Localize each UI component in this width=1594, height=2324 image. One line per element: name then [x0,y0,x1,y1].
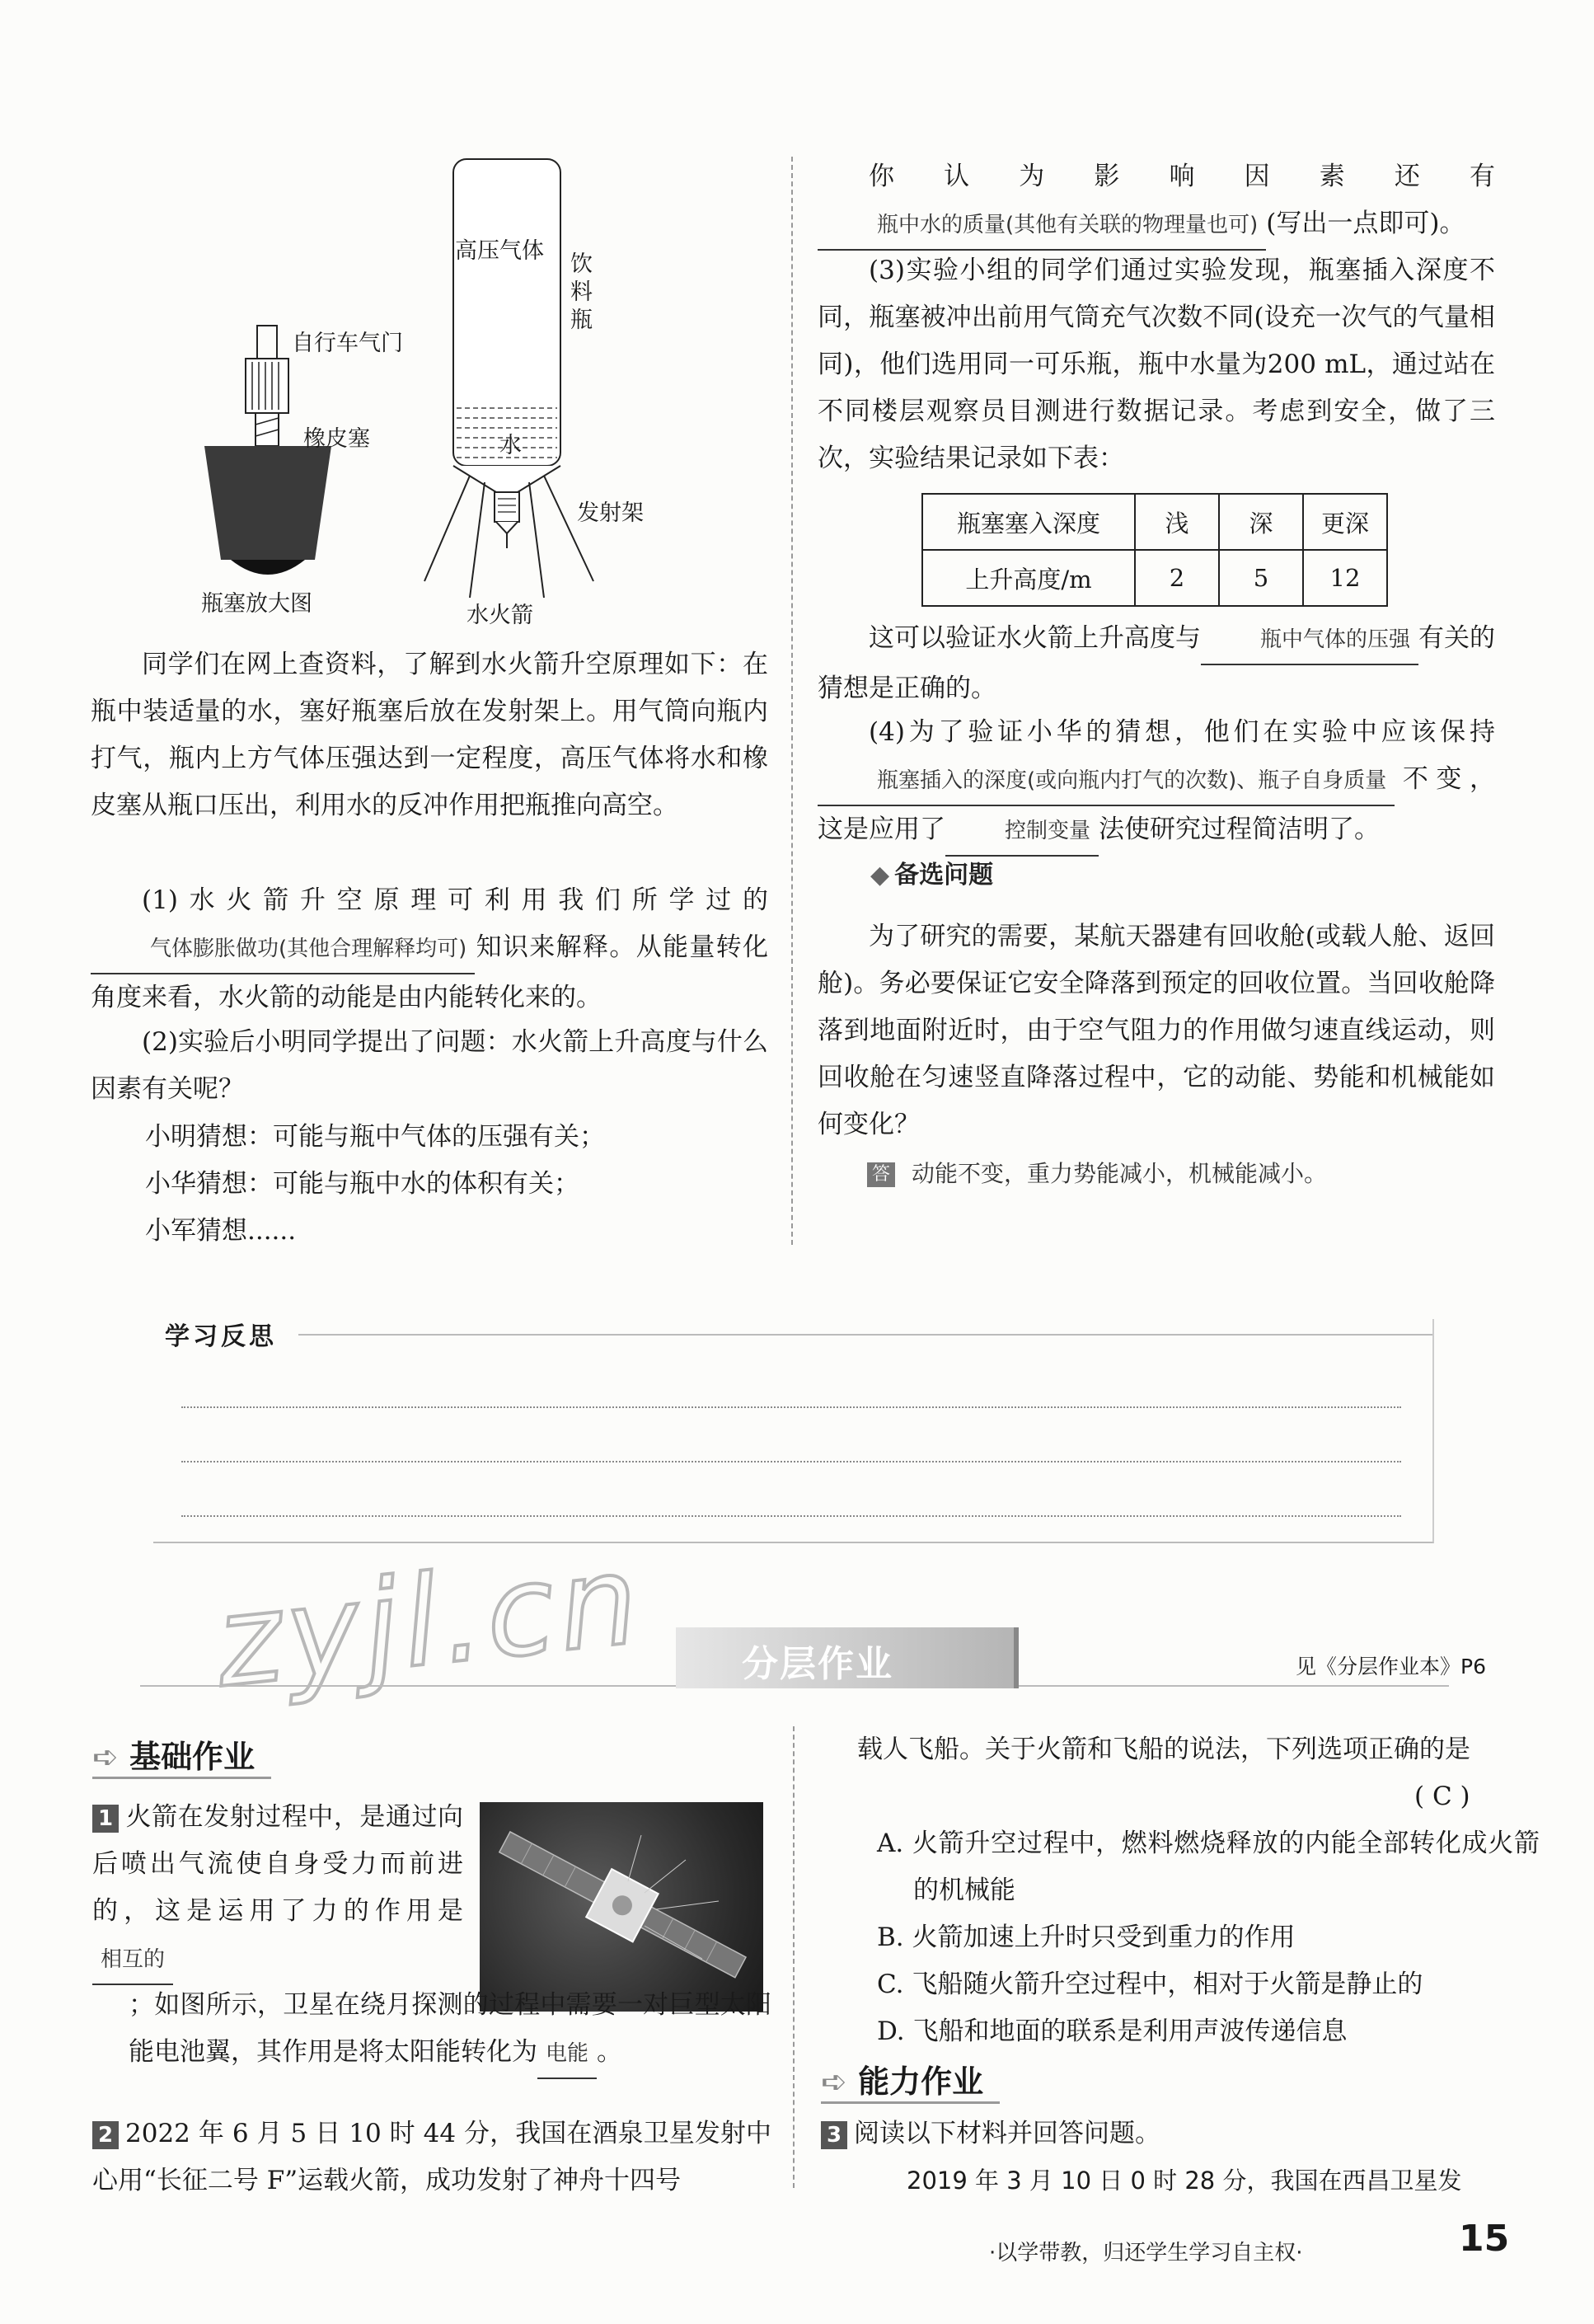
guess-xiaohua: 小华猜想：可能与瓶中水的体积有关； [145,1169,579,1199]
ability-title [821,2056,1000,2104]
extra-title-text: 备选问题 [894,861,994,890]
option-a[interactable]: A. 火箭升空过程中，燃料燃烧释放的内能全部转化成火箭的机械能 [877,1829,1540,1905]
page-number: 15 [1459,2218,1510,2260]
q1-text-a: 火箭在发射过程中，是通过向后喷出气流使自身受力而前进的，这是运用了力的作用是 [92,1802,463,1926]
column-divider-top [791,157,793,1245]
diamond-icon: ◆ [870,861,890,890]
question-1 [91,877,768,1021]
stopper-caption: 瓶塞放大图 [201,591,312,617]
q1-answer: 气体膨胀做功(其他合理解释均可) [91,926,475,974]
q3-number: 3 [821,2121,847,2149]
column-divider-bottom [793,1726,795,2188]
factor-text-pre: 你认为影响因素还有 [869,162,1495,191]
verify-answer: 瓶中气体的压强 [1201,617,1418,665]
table-cell: 5 [1219,550,1303,606]
option-b[interactable]: B. 火箭加速上升时只受到重力的作用 [877,1923,1296,1952]
satellite-image [480,1802,763,2012]
water-label: 水 [499,433,522,458]
intro-paragraph: 同学们在网上查资料，了解到水火箭升空原理如下：在瓶中装适量的水，塞好瓶塞后放在发射架上。用气筒向瓶内打气，瓶内上方气体压强达到一定程度，高压气体将水和橡皮塞从瓶口压出，利用水的反冲作用把瓶推向高空。 [91,650,768,820]
table-cell: 浅 [1135,494,1219,550]
footer-slogan: ·以学带教，归还学生学习自主权· [989,2241,1303,2265]
table-cell: 深 [1219,494,1303,550]
layer-title: 分层作业 [742,1643,893,1685]
table-cell: 上升高度/m [922,550,1135,606]
guess-xiaojun: 小军猜想...... [145,1216,297,1246]
verify-text-post: 有关的猜想是正确的。 [818,623,1496,703]
water-rocket-diagram [190,153,651,639]
factor-question [818,153,1495,251]
results-table [921,493,1388,607]
table-cell: 12 [1303,550,1387,606]
table-row [922,494,1387,550]
ability-title-text: 能力作业 [858,2063,984,2100]
basic-q1-cont [129,1982,771,2079]
bottle-drawing [424,159,593,598]
verify-text-pre: 这可以验证水火箭上升高度与 [869,623,1201,653]
q1-text-pre: (1)水火箭升空原理可利用我们所学过的 [142,885,768,915]
arrow-icon: ➪ [821,2063,859,2100]
bottle-label-3: 瓶 [570,308,593,333]
q2-continuation: 载人飞船。关于火箭和飞船的说法，下列选项正确的是 [857,1735,1470,1764]
launcher-label: 发射架 [577,500,644,526]
question-3: (3)实验小组的同学们通过实验发现，瓶塞插入深度不同，瓶塞被冲出前用气筒充气次数不同(设充一次气的气量相同)，他们选用同一可乐瓶，瓶中水量为200 mL，通过站在不同楼层观察员目测进行数据记录。考虑到安全，做了三次，实验结果记录如下表： [818,256,1495,473]
reflection-line-3 [181,1515,1401,1517]
q3-text: 阅读以下材料并回答问题。 [854,2119,1160,2148]
reflection-line-1 [181,1406,1401,1408]
q1-answer-1: 相互的 [92,1937,173,1985]
q3-material: 2019 年 3 月 10 日 0 时 28 分，我国在西昌卫星发 [907,2167,1462,2195]
question-2: (2)实验后小明同学提出了问题：水火箭上升高度与什么因素有关呢？ [91,1027,768,1104]
q4-text-pre: (4)为了验证小华的猜想，他们在实验中应该保持 [869,717,1495,747]
q1-text-post: 知识来解释。从能量转化角度来看，水火箭的动能是由内能转化来的。 [91,932,768,1012]
reflection-top-line [298,1334,1432,1336]
q4-text-post: 法使研究过程简洁明了。 [1099,815,1381,844]
option-c[interactable]: C. 飞船随火箭升空过程中，相对于火箭是静止的 [877,1970,1423,1999]
option-d[interactable]: D. 飞船和地面的联系是利用声波传递信息 [877,2016,1348,2046]
bottle-label-1: 饮 [570,251,593,277]
q1-text-b: ；如图所示，卫星在绕月探测的过程中需要一对巨型太阳能电池翼，其作用是将太阳能转化为 [129,1990,771,2067]
reflection-line-2 [181,1461,1401,1462]
valve-label: 自行车气门 [292,331,403,356]
q2-number: 2 [92,2121,119,2149]
q1-answer-2: 电能 [537,2031,597,2079]
table-cell: 2 [1135,550,1219,606]
q4-answer: 瓶塞插入的深度(或向瓶内打气的次数)、瓶子自身质量 [818,758,1395,806]
watermark: zyjl.cn [209,1528,649,1716]
factor-text-post: (写出一点即可)。 [1266,209,1465,238]
layer-ref: 见《分层作业本》P6 [1296,1655,1486,1678]
ability-q3 [821,2110,1497,2157]
question-4 [818,709,1495,857]
answer-text: 动能不变，重力势能减小，机械能减小。 [912,1160,1328,1187]
guess-xiaoming: 小明猜想：可能与瓶中气体的压强有关； [145,1122,605,1152]
basic-q2 [92,2110,771,2204]
verify-statement [818,615,1495,712]
basic-q1 [92,1794,463,1985]
rocket-caption: 水火箭 [466,603,533,628]
q4-answer-2: 控制变量 [945,808,1099,857]
q4-text-mid: 不变，这是应用了 [818,764,1495,844]
q2-text: 2022 年 6 月 5 日 10 时 44 分，我国在酒泉卫星发射中心用“长征二号 F”运载火箭，成功发射了神舟十四号 [92,2119,771,2195]
stopper-label: 橡皮塞 [303,426,370,452]
factor-answer: 瓶中水的质量(其他有关联的物理量也可) [818,202,1266,251]
basic-title [92,1731,271,1779]
reflection-title: 学习反思 [165,1316,285,1352]
table-cell: 瓶塞塞入深度 [922,494,1135,550]
bottle-label-2: 料 [570,279,593,305]
basic-title-text: 基础作业 [129,1739,256,1775]
answer-tag: 答 [867,1162,895,1187]
answer-line [867,1153,1493,1195]
arrow-icon: ➪ [92,1739,130,1775]
q1-number: 1 [92,1805,119,1833]
q2-choice: ( C ) [1414,1782,1470,1811]
gas-label: 高压气体 [455,238,544,264]
table-row [922,550,1387,606]
extra-question-title [870,854,993,890]
satellite-drawing [480,1802,763,2012]
table-cell: 更深 [1303,494,1387,550]
extra-question-text: 为了研究的需要，某航天器建有回收舱(或载人舱、返回舱)。务必要保证它安全降落到预定的回收位置。当回收舱降落到地面附近时，由于空气阻力的作用做匀速直线运动，则回收舱在匀速竖直降落过程中，它的动能、势能和机械能如何变化？ [818,922,1495,1139]
q1-end: 。 [597,2037,623,2067]
reflection-box [153,1319,1434,1543]
